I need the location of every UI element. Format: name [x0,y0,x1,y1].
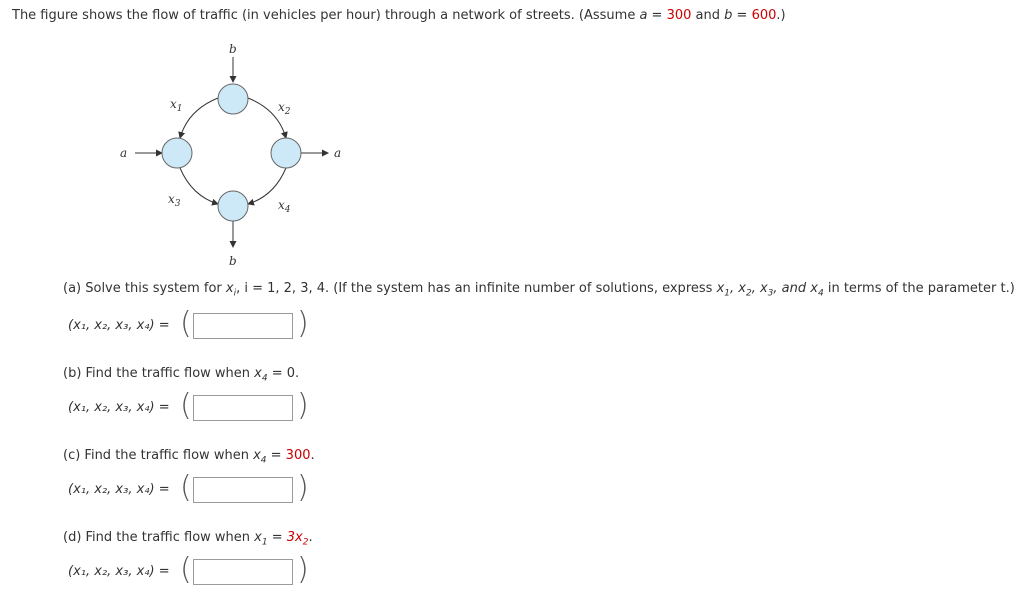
intro-b-label: b [724,8,733,23]
intro-eq2: = [732,8,752,23]
label-x1: $x_1$ [170,97,183,114]
part-c-sub: 4 [260,455,267,466]
part-a-vars-x1: $x_1$, $x_2$, $x_3$, and $x_4$ [716,281,824,299]
part-c-close-paren: ) [297,470,309,505]
problem-intro [12,8,786,23]
intro-end: .) [776,8,786,23]
part-c-question [63,448,315,466]
part-b-var: x [254,366,262,381]
part-d-tuple-label: (x₁, x₂, x₃, x₄) = [68,564,170,579]
part-a-answer-input[interactable] [193,313,293,339]
part-a-end: in terms of the parameter t.) [823,281,1015,296]
part-d-close-paren: ) [297,552,309,587]
part-b-text: (b) Find the traffic flow when [63,366,255,381]
part-a-close-paren: ) [297,306,309,341]
part-b-sub: 4 [261,373,268,384]
part-c-text: (c) Find the traffic flow when [63,448,254,463]
label-a-right: a [334,146,342,160]
intro-and: and [691,8,725,23]
part-a-sub: i [233,288,237,299]
label-x2: $x_2$ [278,100,291,117]
part-d-eq: = [267,530,287,545]
intersection-node-left [162,138,192,168]
label-b-top: b [229,42,237,56]
label-b-bottom: b [229,254,237,268]
part-c-eq: = [266,448,286,463]
part-d-value-sub: 2 [302,537,309,548]
part-d-text: (d) Find the traffic flow when [63,530,255,545]
part-a-middle: , i = 1, 2, 3, 4. (If the system has an infinite number of solutions, express [236,281,717,296]
intro-text: The figure shows the flow of traffic (in vehicles per hour) through a network of streets. (Assume [12,8,640,23]
flow-arc-x1 [180,98,218,138]
label-x4: $x_4$ [278,198,291,215]
part-b-tuple-label: (x₁, x₂, x₃, x₄) = [68,400,170,415]
part-a-question [63,281,1015,299]
intro-eq1: = [647,8,667,23]
part-a-prefix: (a) Solve this system for [63,281,226,296]
part-b-eq: = 0. [267,366,300,381]
part-a-var: x [225,281,234,296]
part-c-tuple-label: (x₁, x₂, x₃, x₄) = [68,482,170,497]
part-d-end: . [308,530,313,545]
part-d-answer-input[interactable] [193,559,293,585]
part-d-question [63,530,313,548]
flow-arc-x3 [180,168,218,204]
intro-a-value: 300 [666,8,692,23]
part-a-tuple-label: (x₁, x₂, x₃, x₄) = [68,318,170,333]
part-c-value: 300 [285,448,311,463]
intersection-node-right [271,138,301,168]
part-c-answer-input[interactable] [193,477,293,503]
intersection-node-bottom [218,191,248,221]
part-b-close-paren: ) [297,388,309,423]
intro-b-value: 600 [751,8,777,23]
part-d-open-paren: ( [180,552,192,587]
part-a-open-paren: ( [180,306,192,341]
part-c-var: x [253,448,261,463]
part-d-value: 3x [286,530,303,545]
part-d-sub: 1 [261,537,268,548]
part-c-end: . [310,448,315,463]
part-b-answer-input[interactable] [193,395,293,421]
traffic-network-diagram [110,38,360,270]
label-a-left: a [120,146,128,160]
intersection-node-top [218,84,248,114]
part-b-open-paren: ( [180,388,192,423]
intro-a-label: a [639,8,648,23]
part-d-var: x [254,530,262,545]
part-c-open-paren: ( [180,470,192,505]
part-b-question [63,366,299,384]
label-x3: $x_3$ [168,192,181,209]
